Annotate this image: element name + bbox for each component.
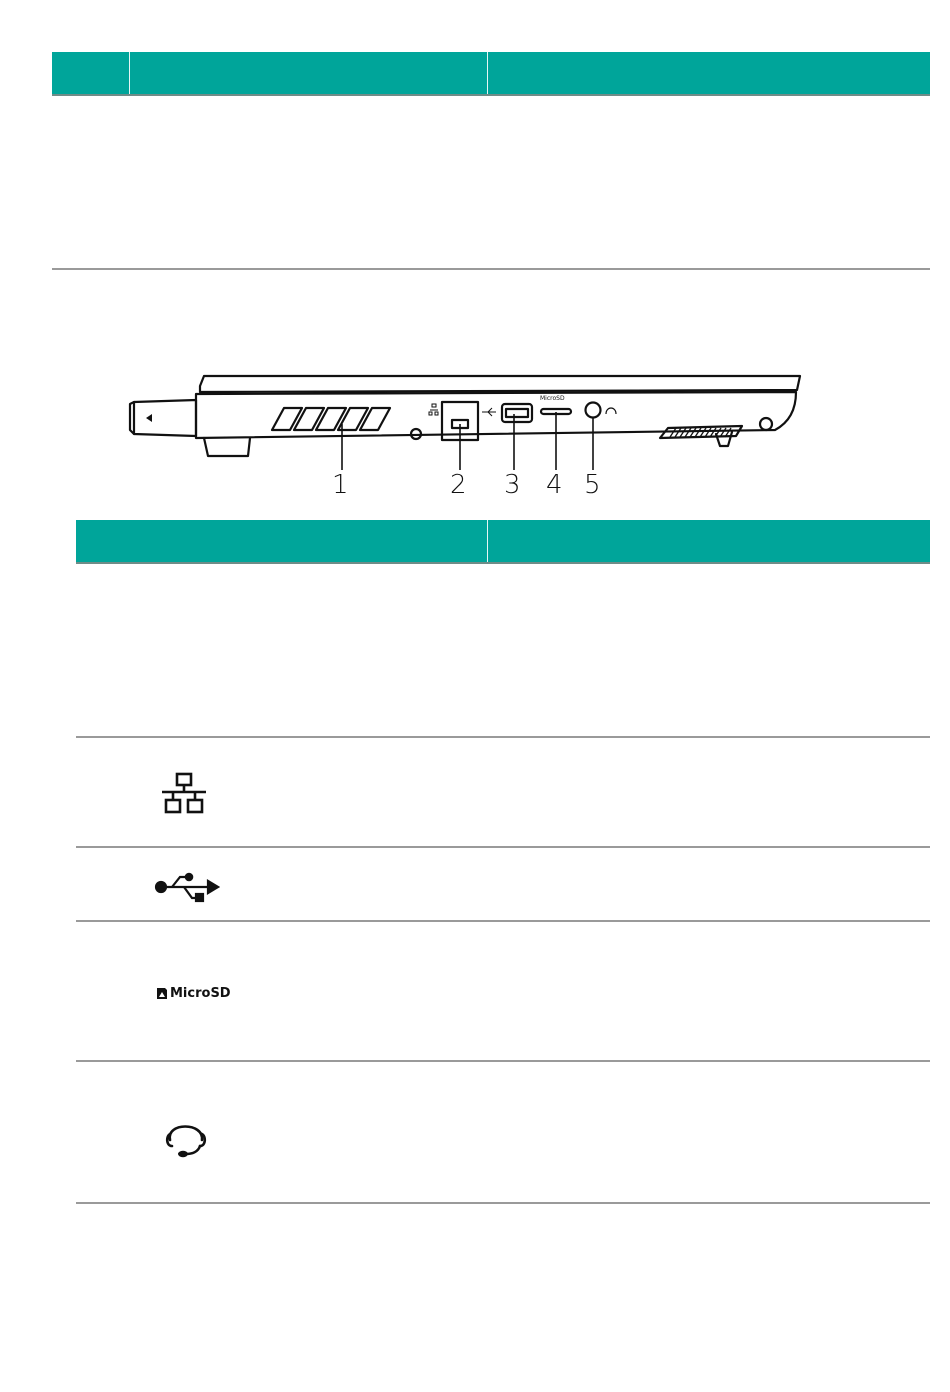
top-table-header xyxy=(52,52,930,96)
row-divider xyxy=(76,1060,930,1062)
header-divider xyxy=(487,520,488,562)
laptop-side-view-diagram xyxy=(120,368,820,478)
header-divider xyxy=(487,52,488,94)
callout-2: 2 xyxy=(450,470,467,500)
row-divider xyxy=(76,736,930,738)
callout-5: 5 xyxy=(584,470,601,500)
headset-icon xyxy=(164,1112,208,1162)
microsd-icon xyxy=(156,984,231,1002)
row-divider xyxy=(52,268,930,270)
row-divider xyxy=(76,1202,930,1204)
microsd-label: MicroSD xyxy=(170,985,231,1001)
callout-1: 1 xyxy=(332,470,349,500)
callout-numbers xyxy=(0,470,950,500)
row-divider xyxy=(76,846,930,848)
callout-3: 3 xyxy=(504,470,521,500)
header-divider xyxy=(129,52,130,94)
ports-table-header xyxy=(76,520,930,564)
ethernet-icon xyxy=(160,772,208,816)
row-divider xyxy=(76,920,930,922)
usb-icon xyxy=(154,872,220,904)
microsd-port-mark: MicroSD xyxy=(540,395,565,402)
callout-4: 4 xyxy=(546,470,563,500)
